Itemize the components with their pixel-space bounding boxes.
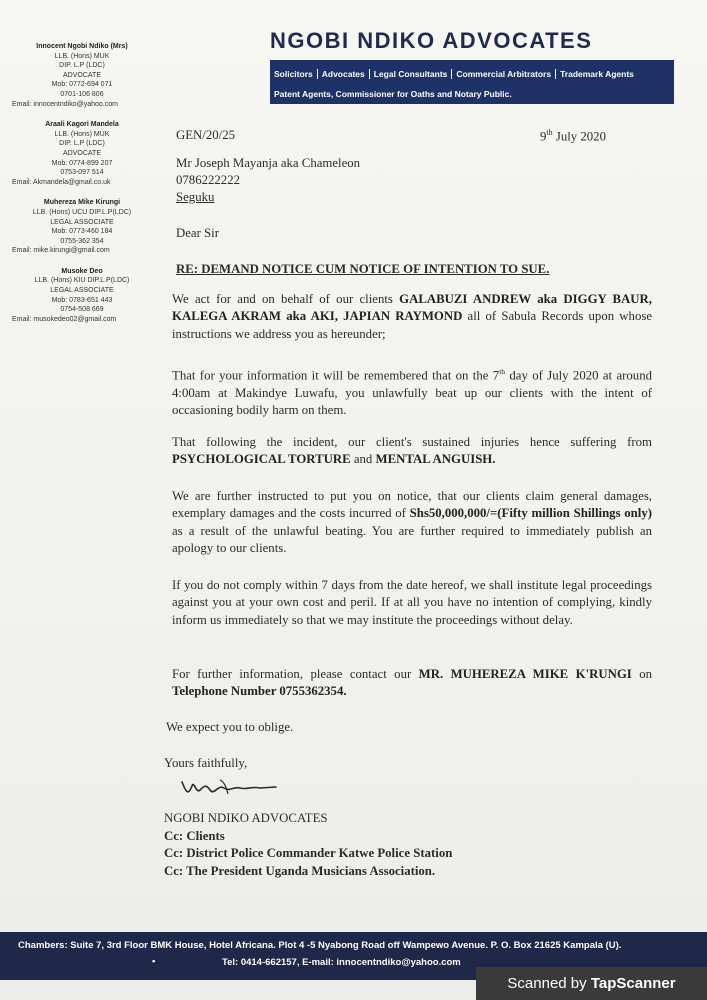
text-run: That following the incident, our client's sustained injuries hence suffering from [172,435,652,449]
partner-line: 0701-106 806 [60,90,104,98]
text-run: We are further instructed to put you on notice, that our clients claim general damages, exemplary damages and the costs incurred of [172,489,652,521]
paragraph-1 [172,291,652,343]
recipient-address [176,155,360,206]
partner-line: LLB. (Hons) MUK [54,52,110,60]
partner-line: Mob: 0774-899 207 [51,159,113,167]
paragraph-5: If you do not comply within 7 days from the date hereof, we shall institute legal proceedings against you at your own cost and peril. If at all you have no intention of complying, kindly inform us immediately so that we may institute the proceedings without delay. [172,578,652,627]
paragraph-2 [172,363,652,419]
recipient-location: Seguku [176,190,215,204]
recipient-phone: 0786222222 [176,173,240,187]
emphasis-text: MENTAL ANGUISH. [375,452,496,467]
partner-entry [12,120,142,187]
partner-name: Araali Kagori Mandela [45,121,119,129]
partner-line: LLB. (Hons) KIU DIP.L.P(LDC) [34,277,130,285]
signer-name: NGOBI NDIKO ADVOCATES [164,811,328,825]
partner-line: ADVOCATE [63,149,101,157]
service-item: Solicitors [270,69,318,79]
text-run: as a result of the unlawful beating. You are further required to immediately publish an apology to our clients. [172,523,652,556]
scanner-watermark [476,967,707,1000]
services-row [270,69,674,79]
date-suffix: th [546,128,553,137]
ordinal-suffix: th [499,367,506,376]
chambers-address: Chambers: Suite 7, 3rd Floor BMK House, Hotel Africana. Plot 4 -5 Nyabong Road off Wampewo Avenue. P. O. Box 21625 Kampala (U). [18,940,622,951]
emphasis-text: PSYCHOLOGICAL TORTURE [172,452,351,467]
paragraph-3 [172,434,652,469]
partner-entry [12,42,142,109]
partner-email: Email: Akmandela@gmail.co.uk [12,178,111,186]
services-banner [270,60,674,104]
salutation: Dear Sir [176,226,219,240]
service-item: Advocates [318,69,370,79]
services-line2: Patent Agents, Commissioner for Oaths and Notary Public. [274,89,512,99]
watermark-prefix: Scanned by [507,975,591,992]
cc-line: Cc: District Police Commander Katwe Police Station [164,846,453,860]
partner-line: LEGAL ASSOCIATE [50,287,114,295]
date-month-year: July 2020 [552,129,606,144]
partner-line: ADVOCATE [63,71,101,79]
partner-line: LLB. (Hons) UCU DIP.L.P(LDC) [32,208,132,216]
partner-email: Email: musokedeo02@gmail.com [12,315,117,323]
bullet-icon: • [152,956,156,967]
handwritten-signature [180,776,280,805]
text-run: We act for and on behalf of our clients [172,292,400,306]
text-run: For further information, please contact our [172,667,419,681]
sidebar-partners [12,42,142,335]
recipient-name: Mr Joseph Mayanja aka Chameleon [176,156,361,170]
closing: Yours faithfully, [164,756,248,770]
partner-email: Email: mike.kirungi@gmail.com [12,247,110,255]
paragraph-6 [172,666,652,701]
partner-name: Innocent Ngobi Ndiko (Mrs) [36,43,128,50]
partner-line: Mob: 0773-460 184 [51,228,113,236]
reference-number: GEN/20/25 [176,128,236,142]
text-run: on [631,667,652,681]
firm-name: NGOBI NDIKO ADVOCATES [270,28,593,53]
partner-name: Musoke Deo [61,267,103,275]
service-item: Commercial Arbitrators [452,69,556,79]
partner-email: Email: innocentndiko@yahoo.com [12,100,118,108]
paragraph-7: We expect you to oblige. [166,720,294,734]
service-item: Trademark Agents [560,69,634,79]
letter-date [540,128,606,144]
paragraph-4 [172,488,652,558]
contact-name: MR. MUHEREZA MIKE K'RUNGI [418,667,632,681]
cc-line: Cc: Clients [164,828,225,843]
partner-line: 0753-097 514 [60,169,104,177]
partner-line: 0754-508 669 [60,306,104,314]
partner-line: Mob: 0772-694 071 [51,81,113,89]
partner-name: Muhereza Mike Kirungi [43,199,121,207]
subject-line: RE: DEMAND NOTICE CUM NOTICE OF INTENTION TO SUE. [176,262,550,276]
cc-line: Cc: The President Uganda Musicians Association. [164,863,436,878]
claim-amount: Shs50,000,000/=(Fifty million Shillings only) [409,506,652,521]
clients-names: GALABUZI ANDREW aka DIGGY BAUR, KALEGA AKRAM aka AKI, JAPIAN RAYMOND [172,292,652,324]
text-run: and [350,452,376,467]
partner-line: LLB. (Hons) MUK [54,130,110,138]
date-day: 9 [540,129,547,144]
partner-line: DIP. L.P (LDC) [59,62,105,70]
text-run: That for your information it will be remembered that on the 7 [172,368,500,383]
partner-entry [12,267,142,325]
partner-line: LEGAL ASSOCIATE [50,218,114,226]
contact-line: Tel: 0414-662157, E-mail: innocentndiko@yahoo.com [222,957,461,968]
contact-phone: Telephone Number 0755362354. [172,684,347,699]
partner-entry [12,198,142,256]
text-run: day of July 2020 at around 4:00am at Makindye Luwafu, you unlawfully beat up our clients with the intent of occasioning bodily harm on them. [172,368,653,418]
partner-line: DIP. L.P (LDC) [59,140,105,148]
text-run: all of Sabula Records upon whose instructions we address you as hereunder; [172,309,653,341]
watermark-brand: TapScanner [590,975,676,992]
service-item: Legal Consultants [370,69,453,79]
signature-block [164,810,452,880]
partner-line: 0755-362 354 [60,237,104,245]
partner-line: Mob: 0783-651 443 [51,296,113,304]
